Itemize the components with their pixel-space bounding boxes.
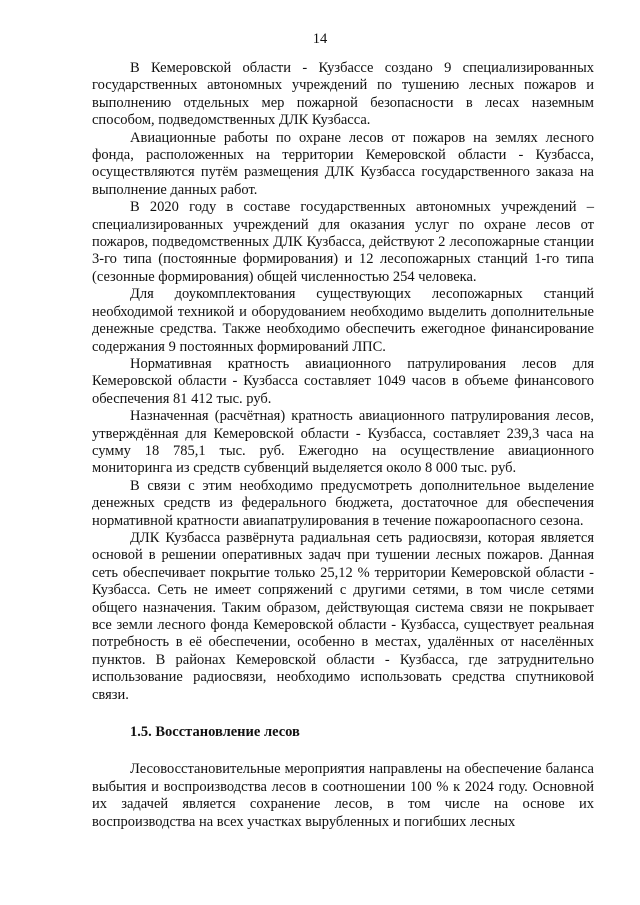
- paragraph: Авиационные работы по охране лесов от пожаров на землях лесного фонда, расположенных на территории Кемеровской области - Кузбасса, осуществляются путём размещения ДЛК Кузбасса государственного заказа на выполнение данных работ.: [92, 129, 594, 198]
- paragraph: В связи с этим необходимо предусмотреть дополнительное выделение денежных средств из федерального бюджета, достаточное для обеспечения нормативной кратности авиапатрулирования в течение пожароопасного сезона.: [92, 477, 594, 529]
- section-heading: 1.5. Восстановление лесов: [130, 724, 300, 741]
- paragraph: Для доукомплектования существующих лесопожарных станций необходимой техникой и оборудованием необходимо выделить дополнительные денежные средства. Также необходимо обеспечить ежегодное финансирование содержания 9 постоянных формирований ЛПС.: [92, 286, 594, 355]
- paragraph: Лесовосстановительные мероприятия направлены на обеспечение баланса выбытия и воспроизводства лесов в соотношении 100 % к 2024 году. Основной их задачей является сохранение лесов, в том числе на основе их воспроизводства на всех участках вырубленных и погибших лесных: [92, 761, 594, 830]
- document-body: [92, 60, 594, 831]
- paragraph: ДЛК Кузбасса развёрнута радиальная сеть радиосвязи, которая является основой в решении оперативных задач при тушении лесных пожаров. Данная сеть обеспечивает покрытие только 25,12 % территории Кемеровской области - Кузбасса. Сеть не имеет сопряжений с другими сетями, в том числе сетями общего назначения. Таким образом, действующая система связи не покрывает все земли лесного фонда Кемеровской области - Кузбасса, существует реальная потребность в её обеспечении, особенно в местах, удалённых от населённых пунктов. В районах Кемеровской области - Кузбасса, где затруднительно использование радиосвязи, необходимо использовать средства спутниковой связи.: [92, 529, 594, 703]
- page-number: 14: [312, 31, 328, 47]
- paragraph: В 2020 году в составе государственных автономных учреждений – специализированных учреждений для оказания услуг по охране лесов от пожаров, подведомственных ДЛК Кузбасса, действуют 2 лесопожарные станции 3-го типа (постоянные формирования) и 12 лесопожарных станций 1-го типа (сезонные формирования) общей численностью 254 человека.: [92, 199, 594, 285]
- paragraph: В Кемеровской области - Кузбассе создано 9 специализированных государственных автономных учреждений по тушению лесных пожаров и выполнению отдельных мер пожарной безопасности в лесах наземным способом, подведомственных ДЛК Кузбасса.: [92, 60, 594, 129]
- paragraph: Нормативная кратность авиационного патрулирования лесов для Кемеровской области - Кузбасса составляет 1049 часов в объеме финансового обеспечения 81 412 тыс. руб.: [92, 355, 594, 407]
- paragraph: Назначенная (расчётная) кратность авиационного патрулирования лесов, утверждённая для Кемеровской области - Кузбасса, составляет 239,3 часа на сумму 18 785,1 тыс. руб. Ежегодно на осуществление авиационного мониторинга из средств субвенций выделяется около 8 000 тыс. руб.: [92, 408, 594, 477]
